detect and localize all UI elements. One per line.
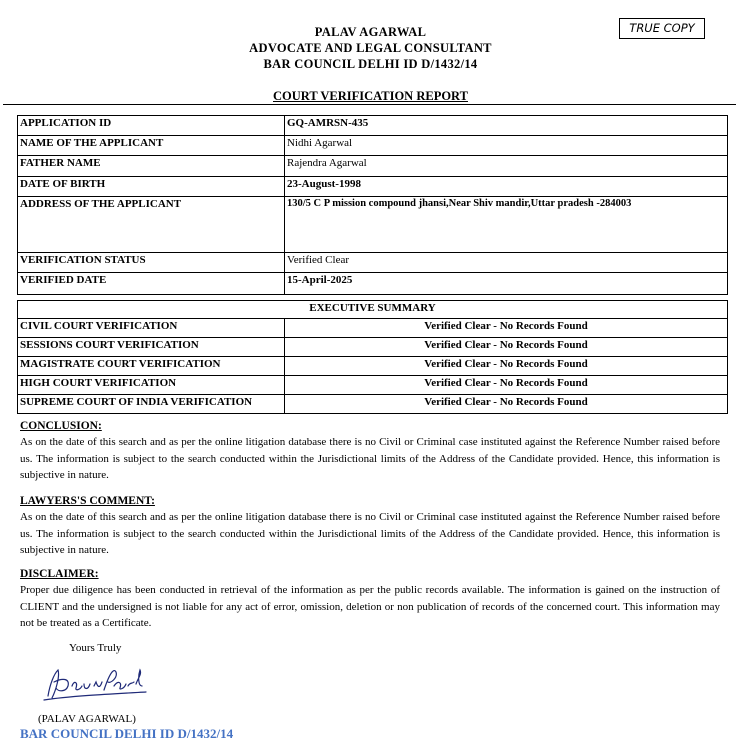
lawyers-comment-section <box>20 495 720 559</box>
details-table <box>17 115 728 295</box>
details-label: DATE OF BIRTH <box>18 177 285 197</box>
conclusion-text: As on the date of this search and as per the online litigation database there is no Civil or Criminal case instituted against the Reference Number raised before us. The information is subject to the search conducted within the Jurisdictional limits of the Address of the Candidate provided. Hence, this information is subjective in nature. <box>20 436 720 481</box>
report-title: COURT VERIFICATION REPORT <box>273 89 468 103</box>
header-bar-id: BAR COUNCIL DELHI ID D/1432/14 <box>263 57 478 71</box>
details-value: Rajendra Agarwal <box>285 156 728 177</box>
summary-heading: EXECUTIVE SUMMARY <box>18 301 728 319</box>
disclaimer-text: Proper due diligence has been conducted in retrieval of the information as per the public records available. The information is gained on the instruction of CLIENT and the undersigned is not liable for any act of error, omission, deletion or non publication of records of the concerned court. This information may not be treated as a Certificate. <box>20 584 720 629</box>
table-row <box>18 319 728 338</box>
yours-truly: Yours Truly <box>69 642 122 654</box>
details-label: APPLICATION ID <box>18 116 285 136</box>
table-row <box>18 136 728 156</box>
signatory-bar-id: BAR COUNCIL DELHI ID D/1432/14 <box>20 726 234 741</box>
details-label: ADDRESS OF THE APPLICANT <box>18 197 285 253</box>
table-row <box>18 376 728 395</box>
details-label: FATHER NAME <box>18 156 285 177</box>
disclaimer-section <box>20 568 720 632</box>
table-row <box>18 116 728 136</box>
table-row <box>18 177 728 197</box>
table-row <box>18 156 728 177</box>
table-row <box>18 197 728 253</box>
lawyers-comment-heading: LAWYERS'S COMMENT: <box>20 495 155 507</box>
title-divider <box>3 104 736 105</box>
details-value: Verified Clear <box>285 253 728 273</box>
table-row <box>18 395 728 414</box>
conclusion-heading: CONCLUSION: <box>20 420 102 432</box>
disclaimer-heading: DISCLAIMER: <box>20 568 99 580</box>
executive-summary-table <box>17 300 728 414</box>
summary-value: Verified Clear - No Records Found <box>285 395 728 414</box>
summary-value: Verified Clear - No Records Found <box>285 376 728 395</box>
summary-value: Verified Clear - No Records Found <box>285 357 728 376</box>
conclusion-section <box>20 420 720 484</box>
details-value: 130/5 C P mission compound jhansi,Near Shiv mandir,Uttar pradesh -284003 <box>285 197 728 253</box>
details-value: 23-August-1998 <box>285 177 728 197</box>
summary-label: SUPREME COURT OF INDIA VERIFICATION <box>18 395 285 414</box>
details-value: GQ-AMRSN-435 <box>285 116 728 136</box>
summary-value: Verified Clear - No Records Found <box>285 319 728 338</box>
summary-label: MAGISTRATE COURT VERIFICATION <box>18 357 285 376</box>
details-label: VERIFIED DATE <box>18 273 285 295</box>
details-value: 15-April-2025 <box>285 273 728 295</box>
details-label: NAME OF THE APPLICANT <box>18 136 285 156</box>
table-row <box>18 301 728 319</box>
header-title: ADVOCATE AND LEGAL CONSULTANT <box>249 41 492 55</box>
summary-value: Verified Clear - No Records Found <box>285 338 728 357</box>
table-row <box>18 273 728 295</box>
handwritten-signature-icon <box>40 662 150 709</box>
details-label: VERIFICATION STATUS <box>18 253 285 273</box>
header-name: PALAV AGARWAL <box>314 25 427 39</box>
summary-label: HIGH COURT VERIFICATION <box>18 376 285 395</box>
table-row <box>18 357 728 376</box>
details-value: Nidhi Agarwal <box>285 136 728 156</box>
table-row <box>18 338 728 357</box>
table-row <box>18 253 728 273</box>
signatory-name: (PALAV AGARWAL) <box>38 713 136 725</box>
summary-label: SESSIONS COURT VERIFICATION <box>18 338 285 357</box>
true-copy-stamp: TRUE COPY <box>619 18 705 39</box>
lawyers-comment-text: As on the date of this search and as per the online litigation database there is no Civil or Criminal case instituted against the Reference Number raised before us. The information is subject to the search conducted within the Jurisdictional limits of the Address of the Candidate provided. Hence, this information is subjective in nature. <box>20 511 720 556</box>
summary-label: CIVIL COURT VERIFICATION <box>18 319 285 338</box>
